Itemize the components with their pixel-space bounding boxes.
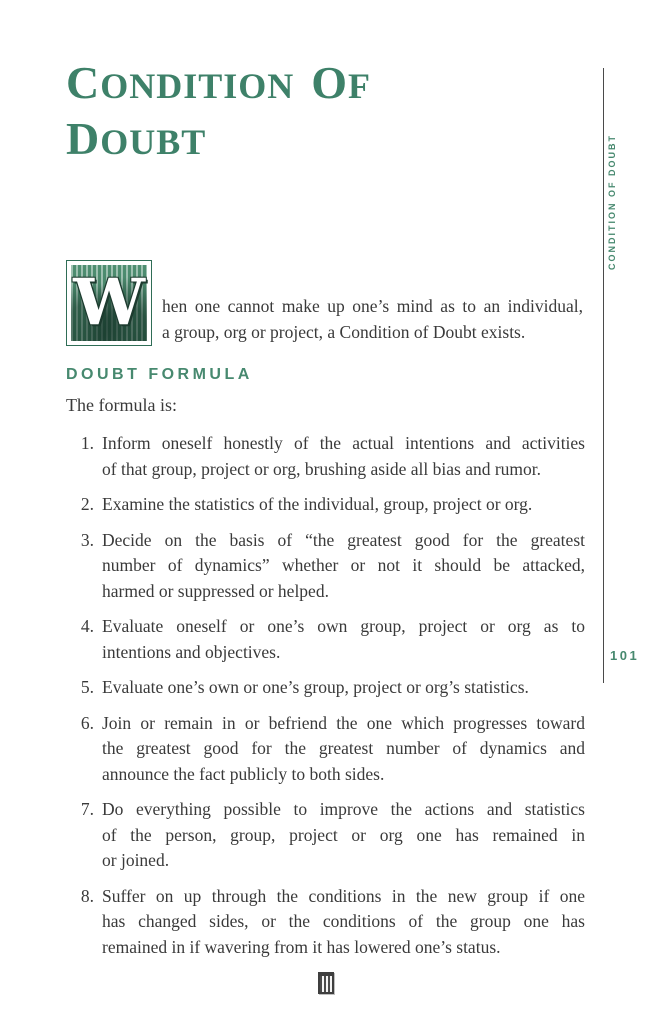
intro-paragraph <box>66 260 585 346</box>
formula-item-line: number of dynamics” whether or not it should be attacked, <box>102 555 585 575</box>
dropcap-letter-w: W <box>73 265 145 340</box>
item-number: 1. <box>80 433 94 453</box>
formula-item-line: has changed sides, or the conditions of the group one has <box>102 911 585 931</box>
title-rest: F <box>348 66 372 106</box>
page-number: 101 <box>610 648 640 663</box>
formula-item-line: announce the fact publicly to both sides. <box>102 763 385 784</box>
item-text <box>102 492 585 518</box>
item-number: 4. <box>80 616 94 636</box>
formula-item <box>66 614 585 665</box>
formula-item-line: Evaluate oneself or one’s own group, project or org as to <box>102 616 585 636</box>
title-rest: OUBT <box>100 122 207 162</box>
item-number: 3. <box>80 529 94 550</box>
dropcap-engraving <box>71 265 147 341</box>
formula-item-line: of the person, group, project or org one has remained in <box>102 824 585 845</box>
formula-item <box>66 431 585 482</box>
item-number: 7. <box>80 799 94 819</box>
title-initial: O <box>311 57 349 108</box>
dropcap-box <box>66 260 152 346</box>
formula-item-line: remained in if wavering from it has lowered one’s status. <box>102 936 501 957</box>
intro-text-line: hen one cannot make up one’s mind as to an individual, <box>162 296 583 316</box>
item-number: 5. <box>80 677 94 697</box>
formula-item <box>66 528 585 605</box>
formula-item-line: intentions and objectives. <box>102 641 281 662</box>
title-word <box>311 57 372 108</box>
intro-text-line: a group, org or project, a Condition of Doubt exists. <box>162 321 526 342</box>
formula-item <box>66 711 585 788</box>
page-content <box>66 0 585 994</box>
formula-item <box>66 492 585 518</box>
title-word <box>66 113 207 164</box>
formula-item <box>66 884 585 961</box>
section-heading-doubt-formula: DOUBT FORMULA <box>66 366 253 383</box>
item-number: 2. <box>80 494 94 514</box>
title-initial: D <box>66 113 101 164</box>
formula-item-line: Evaluate one’s own or one’s group, project or org’s statistics. <box>102 677 529 697</box>
lead-text: The formula is: <box>66 395 177 415</box>
title-initial: C <box>66 57 101 108</box>
item-text <box>102 431 585 482</box>
formula-item-line: Examine the statistics of the individual, group, project or org. <box>102 494 533 514</box>
page-title <box>66 57 585 172</box>
item-text <box>102 675 585 701</box>
formula-item-line: of that group, project or org, brushing aside all bias and rumor. <box>102 458 542 479</box>
item-text <box>102 884 585 961</box>
column-ornament-icon <box>318 972 334 994</box>
item-number: 6. <box>80 712 94 733</box>
item-number: 8. <box>80 885 94 906</box>
formula-item-line: Do everything possible to improve the actions and statistics <box>102 799 585 819</box>
formula-item-line: Inform oneself honestly of the actual intentions and activities <box>102 433 585 453</box>
sidebar-vertical-label: CONDITION OF DOUBT <box>607 134 617 270</box>
item-text <box>102 797 585 874</box>
formula-item-line: the greatest good for the greatest number of dynamics and <box>102 738 585 758</box>
item-text <box>102 528 585 605</box>
formula-item-line: or joined. <box>102 850 170 870</box>
formula-item-line: harmed or suppressed or helped. <box>102 580 329 601</box>
title-word <box>66 57 295 108</box>
page-title-line2 <box>66 113 585 172</box>
formula-item-line: Join or remain in or befriend the one which progresses toward <box>102 712 585 733</box>
page-title-line1 <box>66 57 585 116</box>
item-text <box>102 711 585 788</box>
intro-text <box>162 294 583 346</box>
title-rest: ONDITION <box>100 66 295 106</box>
formula-item <box>66 675 585 701</box>
formula-list <box>66 431 585 960</box>
item-text <box>102 614 585 665</box>
formula-item-line: Suffer on up through the conditions in the new group if one <box>102 885 585 906</box>
formula-item-line: Decide on the basis of “the greatest good for the greatest <box>102 529 585 550</box>
formula-item <box>66 797 585 874</box>
sidebar-rule <box>603 68 604 683</box>
